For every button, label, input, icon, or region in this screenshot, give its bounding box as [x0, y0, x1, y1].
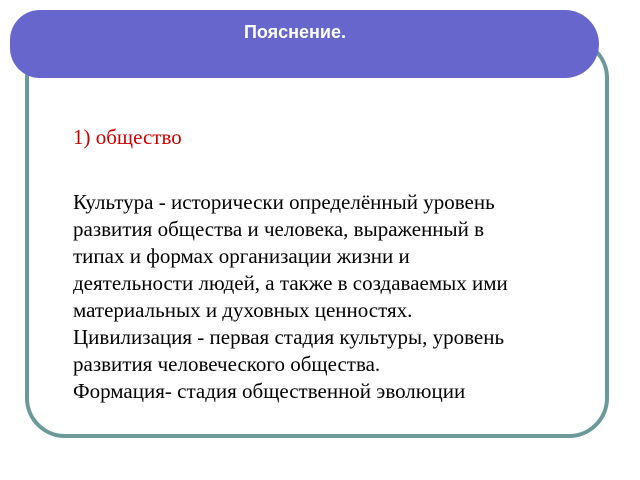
- body-line: материальных и духовных ценностях.: [73, 298, 413, 322]
- body-line: деятельности людей, а также в создаваемых ими: [73, 271, 508, 295]
- page-title: Пояснение.: [243, 22, 347, 42]
- header-banner: [10, 10, 599, 78]
- subheading: 1) общество: [73, 125, 182, 149]
- body-line: Формация- стадия общественной эволюции: [73, 379, 466, 403]
- body-line: развития общества и человека, выраженный в: [73, 217, 485, 241]
- header-underline-stripe: [40, 82, 568, 85]
- body-line: Культура - исторически определённый уровень: [73, 190, 495, 214]
- body-line: развития человеческого общества.: [73, 352, 381, 376]
- body-paragraph: [73, 189, 603, 405]
- body-line: Цивилизация - первая стадия культуры, уровень: [73, 325, 505, 349]
- body-line: типах и формах организации жизни и: [73, 244, 410, 268]
